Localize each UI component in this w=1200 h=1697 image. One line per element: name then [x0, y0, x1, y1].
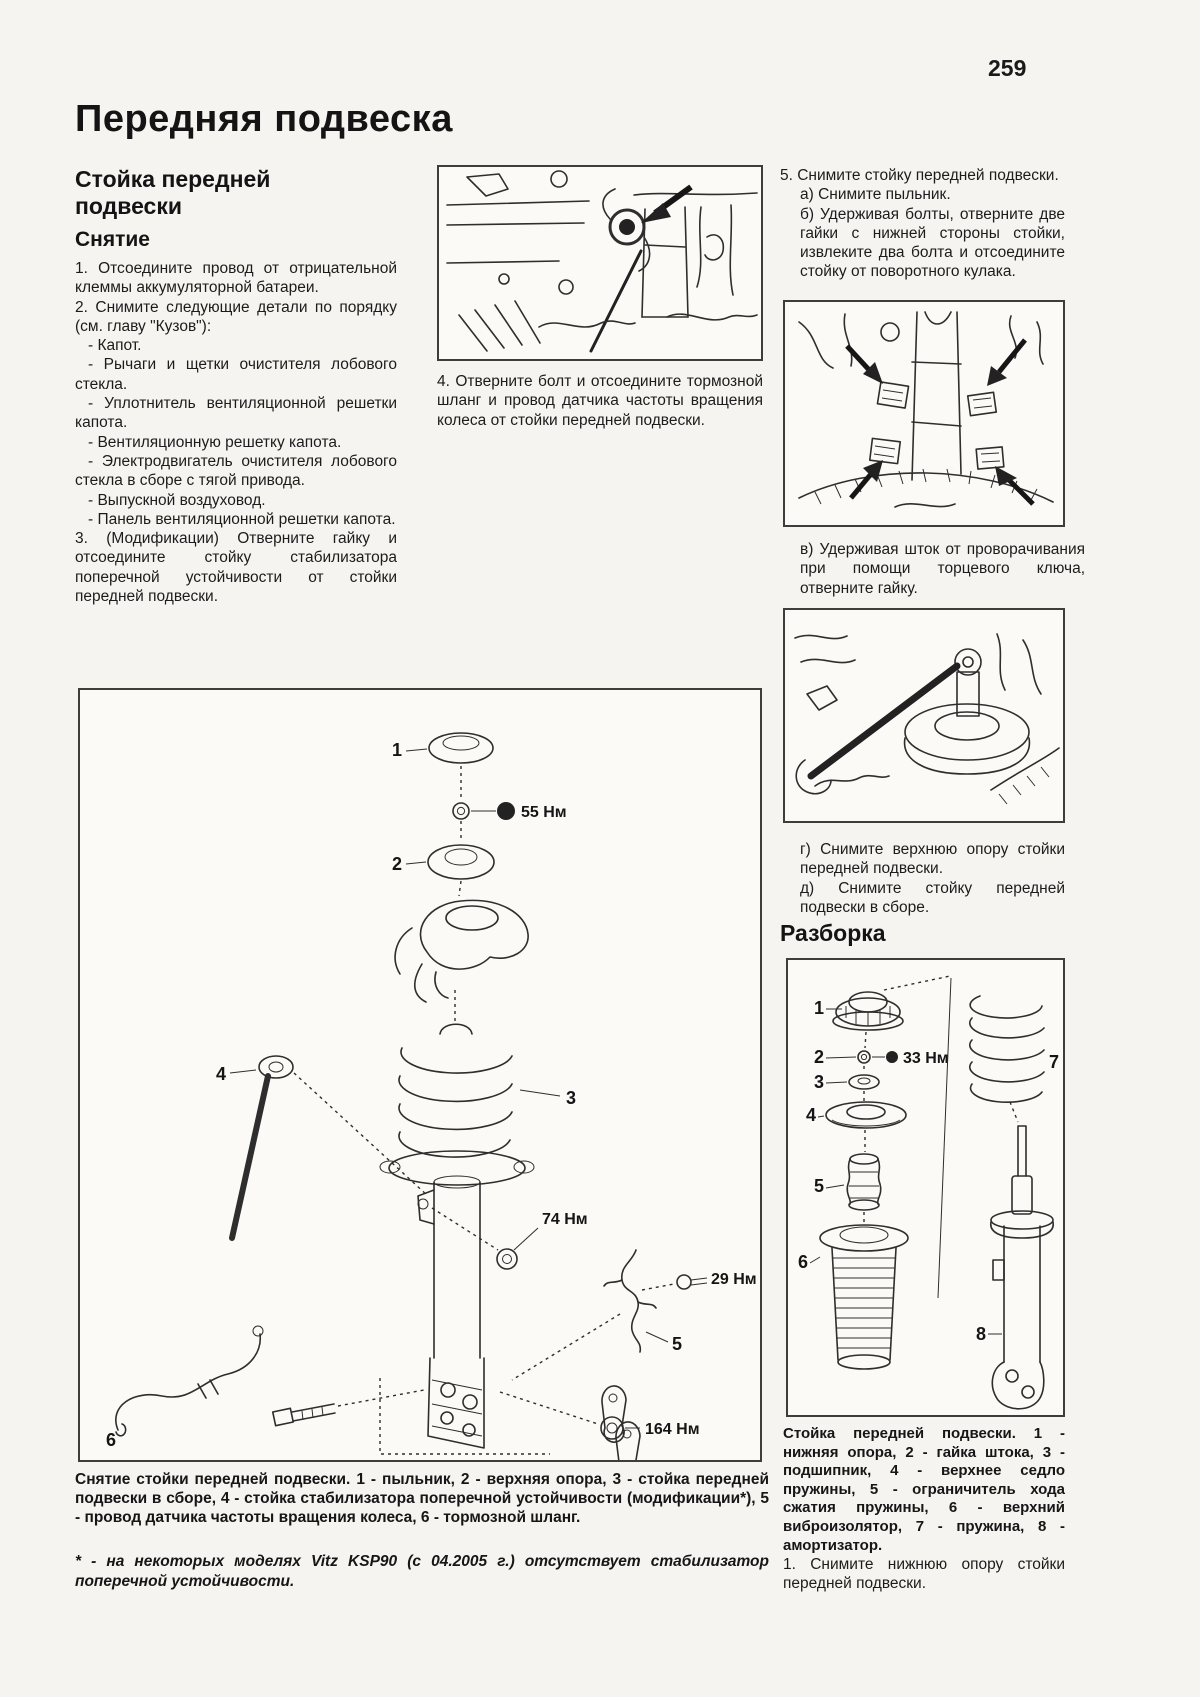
step-5g: г) Снимите верхнюю опору стойки передней подвески. [800, 841, 1065, 878]
engine-bay-sketch [447, 171, 757, 351]
part-label: 5 [672, 1334, 683, 1354]
socket-wrench [796, 649, 981, 794]
part-label: 5 [814, 1176, 825, 1196]
figure-disassembly-exploded [786, 958, 1065, 1417]
part4-stabilizer-link [216, 1056, 428, 1238]
part2-rod-nut [814, 1047, 949, 1067]
strut-removal-exploded-drawing [80, 690, 760, 1460]
part8-shock-absorber [976, 1126, 1053, 1409]
disassembly-step-1: 1. Снимите нижнюю опору стойки передней подвески. [783, 1556, 1065, 1593]
part-label: 7 [1049, 1052, 1060, 1072]
part4-upper-spring-seat [806, 1102, 906, 1128]
pointer-arrow-icon [641, 187, 691, 223]
part-label: 3 [566, 1088, 577, 1108]
main-diagram-caption: Снятие стойки передней подвески. 1 - пыльник, 2 - верхняя опора, 3 - стойка передней подвески в сборе, 4 - стойка стабилизатора поперечной устойчивости (модификации*), 5 - провод датчика частоты вращения колеса, 6 - тормозной шланг. [75, 1471, 769, 1526]
engine-bay-scribbles [795, 634, 1059, 804]
part6-insulator-boot [798, 1225, 908, 1369]
step-5d: д) Снимите стойку передней подвески в сборе. [800, 879, 1065, 916]
part-label: 6 [106, 1430, 117, 1450]
strut-mount-dome [905, 704, 1030, 774]
support-bracket-sketch [395, 900, 528, 1002]
step-2-item: - Электродвигатель очистителя лобового стекла в сборе с тягой привода. [75, 452, 397, 490]
bracket-nut-74nm [432, 1208, 588, 1269]
part5-sensor-wire-bracket [512, 1250, 682, 1380]
strut-nut-left-lower [870, 438, 900, 463]
step-2-item: - Вентиляционную решетку капота. [88, 433, 342, 451]
part3-bearing [814, 1072, 879, 1092]
step-1: 1. Отсоедините провод от отрицательной клеммы аккумуляторной батареи. [75, 260, 397, 297]
step-2-intro: 2. Снимите следующие детали по порядку (см. главу "Кузов"): [75, 298, 397, 335]
part7-coil-spring [970, 996, 1059, 1102]
part1-lower-support [814, 992, 903, 1030]
step-2-item: - Панель вентиляционной решетки капота. [88, 510, 396, 528]
step-3: 3. (Модификации) Отверните гайку и отсоедините стойку стабилизатора поперечной устойчивости от стойки передней подвески. [75, 530, 397, 606]
torque-label: 164 Нм [645, 1421, 700, 1438]
part-label: 1 [392, 740, 403, 760]
figure-wrench-strut [783, 608, 1065, 823]
torque-label: 55 Нм [521, 804, 567, 821]
top-nut-55nm [453, 802, 567, 821]
removal-heading: Снятие [75, 228, 150, 251]
step-5b: б) Удерживая болты, отверните две гайки с нижней стороны стойки, извлеките два болта и отсоедините стойку от поворотного кулака. [800, 205, 1065, 281]
part-label: 3 [814, 1072, 825, 1092]
torque-label: 33 Нм [903, 1050, 949, 1067]
page-title: Передняя подвеска [75, 98, 453, 140]
step-5v: в) Удерживая шток от проворачивания при помощи торцевого ключа, отверните гайку. [800, 541, 1085, 597]
wrench-strut-drawing [785, 610, 1063, 821]
step-4: 4. Отверните болт и отсоедините тормозной шланг и провод датчика частоты вращения колеса от стойки передней подвески. [437, 373, 763, 429]
part5-bump-stop [814, 1154, 881, 1210]
step-2-item: - Капот. [88, 337, 142, 355]
torque-label: 74 Нм [542, 1211, 588, 1228]
strut-bolt-right-upper [968, 392, 997, 415]
knuckle-nut-164nm [500, 1392, 700, 1439]
disassembly-heading: Разборка [780, 920, 886, 946]
left-column [75, 166, 397, 606]
knuckle-bolts-drawing [785, 302, 1063, 525]
right-column-lower [780, 840, 1065, 917]
step-2-item: - Рычаги и щетки очистителя лобового стекла. [75, 356, 397, 393]
figure-strut-top-mount [437, 165, 763, 361]
figure-knuckle-bolts [783, 300, 1065, 527]
part-label: 4 [806, 1105, 817, 1125]
step-5: 5. Снимите стойку передней подвески. [780, 167, 1059, 184]
figure-strut-removal-exploded [78, 688, 762, 1462]
torque-label: 29 Нм [711, 1271, 757, 1288]
right-column-top [780, 166, 1065, 282]
strut-top-mount-drawing [439, 167, 761, 359]
disassembly-caption: Стойка передней подвески. 1 - нижняя опора, 2 - гайка штока, 3 - подшипник, 4 - верхнее седло пружины, 5 - ограничитель хода сжатия пружины, 6 - верхний виброизолятор, 7 - пружина, 8 - амортизатор. [783, 1425, 1065, 1554]
main-diagram-footnote: * - на некоторых моделях Vitz KSP90 (с 04.2005 г.) отсутствует стабилизатор поперечной устойчивости. [75, 1553, 769, 1590]
part-label: 2 [392, 854, 403, 874]
section-title: Стойка передней подвески [75, 166, 271, 219]
part-label: 4 [216, 1064, 227, 1084]
strut-bolt-right-lower [976, 447, 1004, 469]
step-2-item: - Уплотнитель вентиляционной решетки капота. [75, 395, 397, 432]
part-label: 6 [798, 1252, 809, 1272]
pointer-arrow-icon [847, 340, 1033, 504]
step-2-item: - Выпускной воздуховод. [88, 491, 266, 509]
part-label: 2 [814, 1047, 825, 1067]
strut-nut-left-upper [877, 382, 908, 408]
part6-brake-hose [106, 1326, 263, 1450]
part1-dust-cap [392, 733, 493, 763]
page-number: 259 [988, 55, 1027, 81]
step-5a: а) Снимите пыльник. [800, 186, 951, 204]
lower-mount-bolt [273, 1390, 424, 1426]
disassembly-exploded-drawing [788, 960, 1063, 1415]
part3-strut-assembly [380, 1024, 576, 1454]
sensor-bolt-29nm [642, 1271, 757, 1290]
part-label: 8 [976, 1324, 987, 1344]
mount-nut [603, 189, 650, 271]
part-label: 1 [814, 998, 825, 1018]
part2-upper-support [392, 845, 494, 879]
